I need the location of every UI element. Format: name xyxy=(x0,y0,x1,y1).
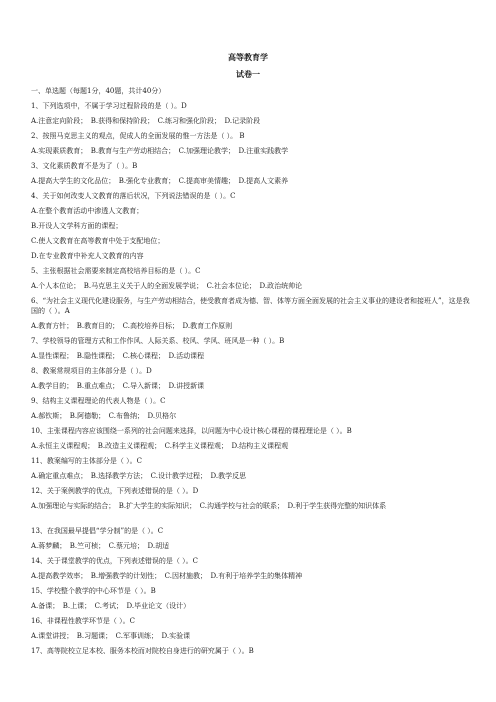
answer-options: A.课堂讲授； B.习题课； C.军事训练； D.实验课 xyxy=(31,632,191,640)
answer-options: A.提高教学效率； B.增强教学的计划性； C.因材施教； D.有利于培养学生的集体精神 xyxy=(31,572,303,580)
question-text: 4、关于如何改变人文教育的落后状况，下列说法错误的是（ ）。C xyxy=(31,192,236,200)
answer-options: A.个人本位论； B.马克思主义关于人的全面发展学说； C.社会本位论； D.政治统帅论 xyxy=(31,282,303,290)
answer-options: A.教学目的； B.重点难点； C.导入新课； D.讲授新课 xyxy=(31,382,205,390)
question-text: 17、高等院校立足本校、服务本校而对院校自身进行的研究属于（ ）。B xyxy=(31,647,254,655)
answer-options: A.教育方针； B.教育目的； C.高校培养目标； D.教育工作原则 xyxy=(31,322,233,330)
question-text: 1、下列选项中，不属于学习过程阶段的是（ ）。D xyxy=(31,102,187,110)
answer-options: A.提高大学生的文化品位； B.强化专业教育； C.提高审美情趣； D.提高人文素养 xyxy=(31,177,289,185)
answer-option: A.在整个教育活动中渗透人文教育； xyxy=(31,207,144,215)
question-text: 12、关于案例教学的优点，下列表述错误的是（ ）。D xyxy=(31,487,199,495)
section-heading: 一、单选题（每题1分，40题，共计40分） xyxy=(31,87,166,95)
question-text: 6、“为社会主义现代化建设服务，与生产劳动相结合，使受教育者成为德、智、体等方面全面发展的社会主义事业的建设者和接班人”，这是我国的（ ）。A xyxy=(31,297,470,315)
answer-options: A.备课； B.上课； C.考试； D.毕业论文（设计） xyxy=(31,602,191,610)
question-text: 10、主张课程内容应该围绕一系列的社会问题来选择，以问题为中心设计核心课程的课程理论是（ ）。B xyxy=(31,427,352,435)
question-text: 11、教案编写的主体部分是（ ）。C xyxy=(31,457,142,465)
answer-option: C.使人文教育在高等教育中处于支配地位； xyxy=(31,237,165,245)
answer-options: A.蒋梦麟； B.竺可桢； C.蔡元培； D.胡适 xyxy=(31,542,170,550)
question-text: 9、结构主义课程理论的代表人物是（ ）。C xyxy=(31,397,166,405)
answer-options: A.实现素质教育； B.教育与生产劳动相结合； C.加强理论教学； D.注重实践教学 xyxy=(31,147,289,155)
answer-options: A.注意定向阶段； B.获得和保持阶段； C.练习和强化阶段； D.记录阶段 xyxy=(31,117,261,125)
question-text: 2、按照马克思主义的观点，促成人的全面发展的惟一方法是（ ）。 B xyxy=(31,132,245,140)
question-text: 16、非课程性教学环节是（ ）。C xyxy=(31,617,135,625)
question-text: 8、教案常规项目的主体部分是（ ）。D xyxy=(31,367,152,375)
document-subtitle: 试卷一 xyxy=(236,69,260,79)
answer-option: B.开设人文学科方面的课程； xyxy=(31,222,123,230)
answer-options: A.显性课程； B.隐性课程； C.核心课程； D.活动课程 xyxy=(31,352,205,360)
answer-options: A.加强理论与实际的结合； B.扩大学生的实际知识； C.沟通学校与社会的联系； D.利于学生获得完整的知识体系 xyxy=(31,502,387,510)
answer-options: A.确定重点难点； B.选择教学方法； C.设计教学过程； D.教学反思 xyxy=(31,472,247,480)
question-text: 15、学校整个教学的中心环节是（ ）。B xyxy=(31,587,156,595)
question-text: 13、在我国最早提倡“学分制”的是（ ）。C xyxy=(31,527,164,535)
question-text: 3、文化素质教育不是为了（ ）。B xyxy=(31,162,138,170)
document-title: 高等教育学 xyxy=(228,52,268,62)
question-text: 14、关于课堂教学的优点，下列表述错误的是（ ）。C xyxy=(31,557,198,565)
answer-option: D.在专业教育中补充人文教育的内容 xyxy=(31,252,144,260)
answer-options: A.郝钦斯； B.阿德勒； C.布鲁纳； D.贝格尔 xyxy=(31,412,177,420)
question-text: 5、主张根据社会需要来制定高校培养目标的是（ ）。C xyxy=(31,267,201,275)
question-text: 7、学校领导的管理方式和工作作风、人际关系、校风、学风、班风是一种（ ）。B xyxy=(31,337,285,345)
answer-options: A.永恒主义课程观； B.改造主义课程观； C.科学主义课程观； D.结构主义课程观 xyxy=(31,442,289,450)
